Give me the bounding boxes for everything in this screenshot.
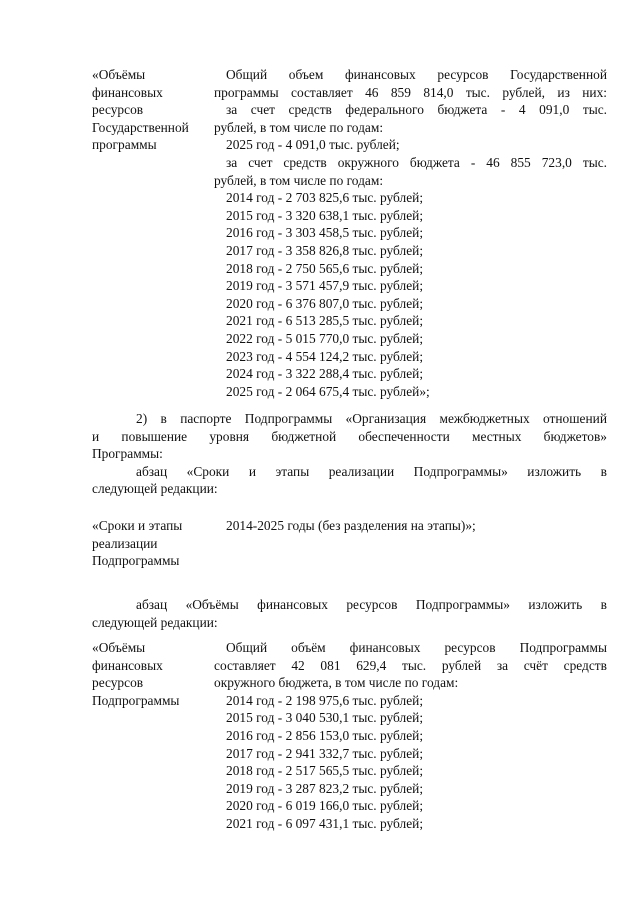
table-label (92, 517, 214, 570)
paragraph-financial-resources (92, 596, 607, 631)
passport-table-terms (92, 517, 607, 570)
year-line: 2016 год - 3 303 458,5 тыс. рублей; (226, 225, 424, 241)
year-line: 2019 год - 3 287 823,2 тыс. рублей; (226, 780, 424, 796)
table-label (92, 639, 214, 833)
text-line: программы составляет 46 859 814,0 тыс. рублей, из них: (214, 84, 607, 100)
text-line: составляет 42 081 629,4 тыс. рублей за счёт средств (214, 657, 607, 673)
label-line: Государственной (92, 119, 189, 135)
label-line: программы (92, 137, 157, 153)
table-label (92, 66, 214, 400)
year-line: 2014 год - 2 198 975,6 тыс. рублей; (226, 692, 424, 708)
text-line: 2) в паспорте Подпрограммы «Организация межбюджетных отношений (136, 411, 607, 426)
text-line: за счет средств федерального бюджета - 4 091,0 тыс. (226, 102, 607, 118)
text-line: за счет средств окружного бюджета - 46 855 723,0 тыс. (226, 154, 607, 170)
passport-table-state-program (92, 66, 607, 400)
text-line: и повышение уровня бюджетной обеспеченности местных бюджетов» (92, 428, 607, 444)
text-line: рублей, в том числе по годам: (214, 172, 384, 188)
text-line: 2025 год - 4 091,0 тыс. рублей; (226, 137, 400, 153)
year-line: 2018 год - 2 750 565,6 тыс. рублей; (226, 260, 424, 276)
label-line: «Объёмы (92, 67, 146, 82)
label-line: финансовых (92, 657, 163, 673)
label-line: финансовых (92, 84, 163, 100)
text-line: рублей, в том числе по годам: (214, 119, 384, 135)
passport-table-subprogram-resources (92, 639, 607, 833)
label-line: ресурсов (92, 102, 144, 118)
year-line: 2021 год - 6 513 285,5 тыс. рублей; (226, 313, 424, 329)
label-line: Подпрограммы (92, 692, 180, 708)
year-line: 2015 год - 3 040 530,1 тыс. рублей; (226, 710, 424, 726)
table-value (214, 517, 607, 570)
text-line: абзац «Сроки и этапы реализации Подпрограммы» изложить в (136, 463, 607, 479)
year-line: 2016 год - 2 856 153,0 тыс. рублей; (226, 727, 424, 743)
text-line: Общий объем финансовых ресурсов Государственной (226, 67, 607, 82)
paragraph-subprogram-passport (92, 410, 607, 498)
year-line: 2022 год - 5 015 770,0 тыс. рублей; (226, 330, 424, 346)
year-line: 2020 год - 6 019 166,0 тыс. рублей; (226, 798, 424, 814)
text-line: следующей редакции: (92, 614, 218, 630)
year-line: 2015 год - 3 320 638,1 тыс. рублей; (226, 207, 424, 223)
text-line: Программы: (92, 446, 163, 462)
year-line: 2024 год - 3 322 288,4 тыс. рублей; (226, 366, 424, 382)
year-line: 2014 год - 2 703 825,6 тыс. рублей; (226, 190, 424, 206)
year-line: 2025 год - 2 064 675,4 тыс. рублей»; (226, 383, 430, 399)
year-line: 2019 год - 3 571 457,9 тыс. рублей; (226, 278, 424, 294)
table-value (214, 66, 607, 400)
table-value (214, 639, 607, 833)
year-line: 2017 год - 2 941 332,7 тыс. рублей; (226, 745, 424, 761)
year-line: 2018 год - 2 517 565,5 тыс. рублей; (226, 763, 424, 779)
label-line: «Сроки и этапы (92, 518, 183, 533)
text-line: Общий объём финансовых ресурсов Подпрограммы (226, 640, 607, 655)
year-line: 2017 год - 3 358 826,8 тыс. рублей; (226, 242, 424, 258)
label-line: «Объёмы (92, 640, 146, 655)
label-line: ресурсов (92, 675, 144, 691)
year-line: 2021 год - 6 097 431,1 тыс. рублей; (226, 815, 424, 831)
label-line: Подпрограммы (92, 553, 180, 569)
text-line: 2014-2025 годы (без разделения на этапы)»; (226, 518, 476, 533)
text-line: окружного бюджета, в том числе по годам: (214, 675, 459, 691)
year-line: 2023 год - 4 554 124,2 тыс. рублей; (226, 348, 424, 364)
year-line: 2020 год - 6 376 807,0 тыс. рублей; (226, 295, 424, 311)
text-line: абзац «Объёмы финансовых ресурсов Подпрограммы» изложить в (136, 597, 607, 612)
text-line: следующей редакции: (92, 481, 218, 497)
label-line: реализации (92, 535, 158, 551)
